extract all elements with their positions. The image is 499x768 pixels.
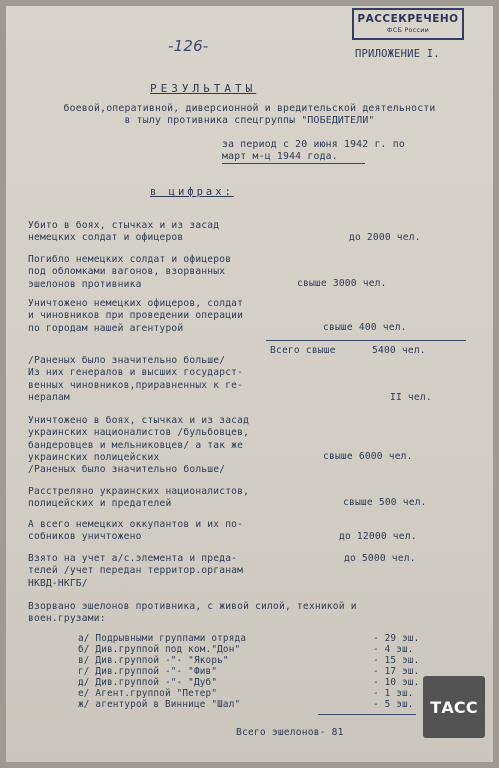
train-row: ж/ агентурой в Виннице "Шал" <box>78 699 241 710</box>
item-line: телей /учет передан территор.органам <box>28 565 244 577</box>
train-count: - 15 эш. <box>373 655 420 666</box>
item-line: /Раненых было значительно больше/ <box>28 355 226 366</box>
train-count: - 4 эш. <box>373 644 414 655</box>
all-destroyed-item <box>28 519 243 544</box>
registered-item <box>28 553 243 590</box>
train-count: - 17 эш. <box>373 666 420 677</box>
item-line: под обломками вагонов, взорванных <box>28 266 226 278</box>
figures-heading: в цифрах: <box>150 186 234 198</box>
train-count: - 29 эш. <box>373 633 420 644</box>
item-line: Из них генералов и высших государст- <box>28 367 244 379</box>
item-line: собников уничтожено <box>28 531 142 543</box>
train-row: г/ Див.группой -"- "Фив" <box>78 666 218 677</box>
generals-value: II чел. <box>390 392 432 403</box>
stamp-main-text: РАССЕКРЕЧЕНО <box>357 13 459 25</box>
executed-item <box>28 486 249 511</box>
item-line: бандеровцев и мельниковцев/ а так же <box>28 439 244 451</box>
declassified-stamp <box>352 8 464 40</box>
item-line: украинских националистов /бульбовцев, <box>28 427 250 439</box>
train-row: а/ Подрывными группами отряда <box>78 633 247 644</box>
item-line: полицейских и предателей <box>28 498 172 510</box>
item-line: по городам нашей агентурой <box>28 322 184 334</box>
train-row: е/ Агент.группой "Петер" <box>78 688 218 699</box>
period-line-2: март м-ц 1944 года. <box>222 151 338 162</box>
item-line: венных чиновников,приравненных к ге- <box>28 379 244 391</box>
item-line: украинских полицейских <box>28 451 160 463</box>
total-label: Всего свыше <box>270 345 336 356</box>
item-line: Уничтожено в боях, стычках и из засад <box>28 415 250 426</box>
stamp-sub-text: ФСБ России <box>386 26 430 34</box>
killed-soldiers-item <box>28 220 219 245</box>
item-line: эшелонов противника <box>28 278 142 290</box>
nationalists-item <box>28 415 249 476</box>
item-line: НКВД-НКГБ/ <box>28 577 88 589</box>
item-line: Взорвано эшелонов противника, с живой силой, техникой и <box>28 601 357 612</box>
nationalists-value: свыше 6000 чел. <box>323 451 413 462</box>
executed-value: свыше 500 чел. <box>343 497 427 508</box>
item-line: Убито в боях, стычках и из засад <box>28 220 220 231</box>
generals-item <box>28 355 243 404</box>
trains-intro <box>28 601 357 626</box>
total-value: 5400 чел. <box>372 345 426 356</box>
trains-victims-value: свыше 3000 чел. <box>297 278 387 289</box>
trains-total: Всего эшелонов- 81 <box>236 727 344 738</box>
item-line: воен.грузами: <box>28 613 106 625</box>
total-rule <box>266 340 466 341</box>
train-row: в/ Див.группой -"- "Якорь" <box>78 655 229 666</box>
train-row: д/ Див.группой -"- "Дуб" <box>78 677 218 688</box>
item-line: Уничтожено немецких офицеров, солдат <box>28 298 244 309</box>
train-count: - 1 эш. <box>373 688 414 699</box>
period-underline <box>222 163 365 164</box>
trains-total-rule <box>318 714 416 715</box>
registered-value: до 5000 чел. <box>344 553 416 564</box>
trains-victims-item <box>28 254 231 291</box>
item-line: Погибло немецких солдат и офицеров <box>28 254 232 265</box>
subtitle-line-1: боевой,оперативной, диверсионной и вредительской деятельности <box>63 103 436 114</box>
subtitle-line-2: в тылу противника спецгруппы "ПОБЕДИТЕЛИ" <box>124 115 375 126</box>
item-line: Расстреляно украинских националистов, <box>28 486 250 497</box>
agent-operations-value: свыше 400 чел. <box>323 322 407 333</box>
appendix-label: ПРИЛОЖЕНИЕ I. <box>355 48 440 60</box>
item-line: нералам <box>28 391 70 403</box>
train-count: - 10 эш. <box>373 677 420 688</box>
item-line: А всего немецких оккупантов и их по- <box>28 519 244 530</box>
period-line-1: за период с 20 июня 1942 г. по <box>222 139 405 150</box>
train-count: - 5 эш. <box>373 699 414 710</box>
tass-watermark: ТАСС <box>423 676 485 738</box>
item-line: /Раненых было значительно больше/ <box>28 464 226 476</box>
page-number: -126- <box>168 37 209 55</box>
killed-soldiers-value: до 2000 чел. <box>349 232 421 243</box>
agent-operations-item <box>28 298 243 335</box>
item-line: немецких солдат и офицеров <box>28 232 184 244</box>
train-row: б/ Див.группой под ком."Дон" <box>78 644 241 655</box>
all-destroyed-value: до 12000 чел. <box>339 531 417 542</box>
item-line: и чиновников при проведении операции <box>28 310 244 322</box>
document-title: РЕЗУЛЬТАТЫ <box>150 82 257 95</box>
item-line: Взято на учет а/с.элемента и преда- <box>28 553 238 564</box>
